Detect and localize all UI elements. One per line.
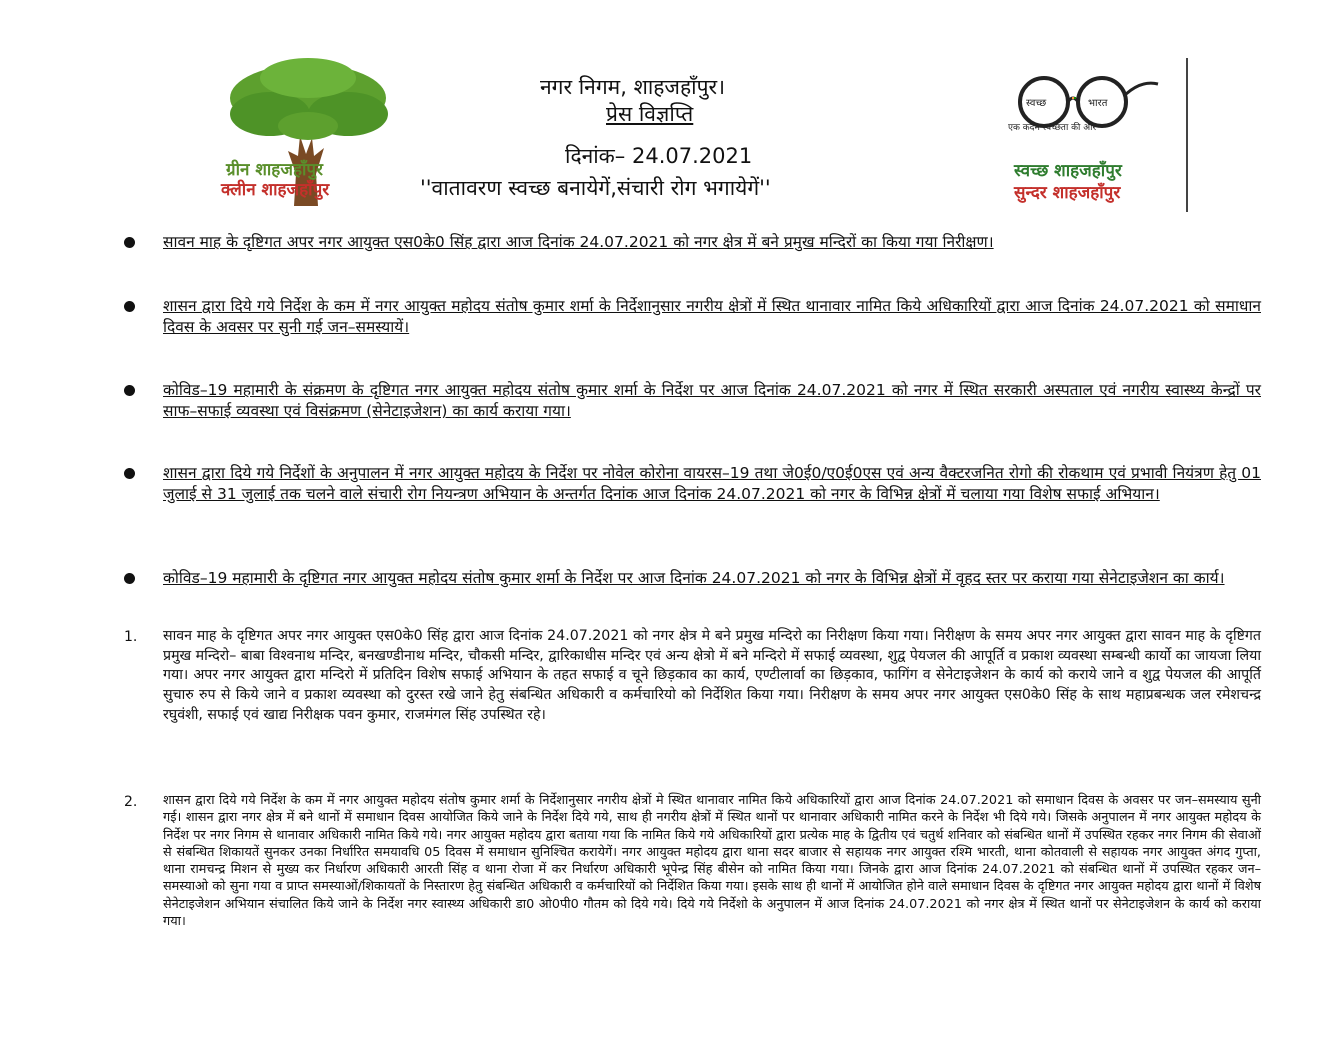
press-release-heading: प्रेस विज्ञप्ति bbox=[606, 102, 694, 126]
logo-swachh-text: स्वच्छ bbox=[1026, 98, 1047, 109]
bullet-item-3: कोविड–19 महामारी के संक्रमण के दृष्टिगत नगर आयुक्त महोदय संतोष कुमार शर्मा के निर्देश पर आज दिनांक 24.07.2021 को नगर में स्थित सरकारी अस्पताल एवं नगरीय स्वास्थ्य केन्द्रों पर साफ–सफाई व्यवस्था एवं विसंक्रमण (सेनेटाइजेशन) का कार्य कराया गया। bbox=[163, 381, 1261, 420]
paragraph-number-1: 1. bbox=[124, 629, 138, 645]
header-divider bbox=[1186, 58, 1188, 212]
release-date: दिनांक– 24.07.2021 bbox=[565, 144, 753, 168]
logo-bharat-text: भारत bbox=[1088, 98, 1108, 109]
bullet-dot-icon bbox=[124, 573, 135, 584]
bullet-item-1: सावन माह के दृष्टिगत अपर नगर आयुक्त एस0के0 सिंह द्वारा आज दिनांक 24.07.2021 को नगर क्षेत्र में बने प्रमुख मन्दिरों का किया गया निरीक्षण। bbox=[163, 233, 994, 251]
logo-left-line1: ग्रीन शाहजहाँपुर bbox=[226, 160, 323, 180]
logo-right-line2: सुन्दर शाहजहाँपुर bbox=[1014, 183, 1121, 203]
paragraph-2: शासन द्वारा दिये गये निर्देश के कम में नगर आयुक्त महोदय संतोष कुमार शर्मा के निर्देशानुसार नगरीय क्षेत्रों मे स्थित थानावार नामित किये अधिकारियों द्वारा आज दिनांक 24.07.2021 को समाधान दिवस के अवसर पर जन–समस्याय सुनी गई। शासन द्वारा नगर क्षेत्र में बने थानों में समाधान दिवस आयोजित किये जाने के निर्देश दिये गये, साथ ही नगरीय क्षेत्रों में स्थित थानों पर थानावार अधिकारी नामित करने के निर्देश भी दिये गये। जिसके अनुपालन में नगर आयुक्त महोदय के निर्देश पर नगर निगम से थानावार अधिकारी नामित किये गये। नगर आयुक्त महोदय द्वारा बताया गया कि नामित किये गये अधिकारियों द्वारा प्रत्येक माह के द्वितीय एवं चतुर्थ शनिवार को संबन्धित थानों में उपस्थित रहकर नगर निगम की सेवाओं से संबन्धित शिकायतें सुनकर उनका निर्धारित समयावधि 05 दिवस में समाधान सुनिश्चित करायेगें। नगर आयुक्त महोदय द्वारा थाना सदर बाजार से सहायक नगर आयुक्त रश्मि भारती, थाना कोतवाली से सहायक नगर आयुक्त अंगद गुप्ता, थाना रामचन्द्र मिशन से मुख्य कर निर्धारण अधिकारी आरती सिंह व थाना रोजा में कर निर्धारण अधिकारी भूपेन्द्र सिंह बीसेन को नामित किया गया। जिनके द्वारा आज दिनांक 24.07.2021 को संबन्धित थानों में उपस्थित रहकर जन–समस्याओ को सुना गया व प्राप्त समस्याओं/शिकायतों के निस्तारण हेतु संबन्धित अधिकारी व कर्मचारियों को निर्देशित किया गया। इसके साथ ही थानों में आयोजित होने वाले समाधान दिवस के दृष्टिगत नगर आयुक्त महोदय द्वारा थानों में विशेष सेनेटाइजेशन अभियान संचालित किये जाने के निर्देश नगर स्वास्थ्य अधिकारी डा0 ओ0पी0 गौतम को दिये गये। दिये गये निर्देशो के अनुपालन में आज दिनांक 24.07.2021 को नगर क्षेत्र में स्थित थानों पर सेनेटाइजेशन के कार्य को कराया गया। bbox=[163, 793, 1261, 930]
page-title: नगर निगम, शाहजहाँपुर। bbox=[540, 75, 726, 99]
paragraph-1: सावन माह के दृष्टिगत अपर नगर आयुक्त एस0के0 सिंह द्वारा आज दिनांक 24.07.2021 को नगर क्षेत्र मे बने प्रमुख मन्दिरो का निरीक्षण किया गया। निरीक्षण के समय अपर नगर आयुक्त द्वारा सावन माह के दृष्टिगत प्रमुख मन्दिरो– बाबा विश्वनाथ मन्दिर, बनखण्डीनाथ मन्दिर, चौकसी मन्दिर, द्वारिकाधीस मन्दिर एवं अन्य क्षेत्रो में बने मन्दिरो में सफाई व्यवस्था, शुद्व पेयजल की आपूर्ति व प्रकाश व्यवस्था सम्बन्धी कार्यो का जायजा लिया गया। अपर नगर आयुक्त द्वारा मन्दिरो में प्रतिदिन विशेष सफाई अभियान के तहत सफाई व चूने छिड़काव का कार्य, एण्टीलार्वा का छिड़काव, फागिंग व सेनेटाइजेशन के कार्य को कराये जाने व शुद्व पेयजल की आपूर्ति सुचारु रुप से किये जाने व प्रकाश व्यवस्था को दुरस्त रखे जाने हेतु संबन्धित अधिकारी व कर्मचारियो को निर्देशित किया गया। निरीक्षण के समय अपर नगर आयुक्त एस0के0 सिंह के साथ महाप्रबन्धक जल रमेशचन्द्र रघुवंशी, सफाई एवं खाद्य निरीक्षक पवन कुमार, राजमंगल सिंह उपस्थित रहे। bbox=[163, 628, 1261, 723]
bullet-item-2: शासन द्वारा दिये गये निर्देश के कम में नगर आयुक्त महोदय संतोष कुमार शर्मा के निर्देशानुसार नगरीय क्षेत्रों में स्थित थानावार नामित किये अधिकारियों द्वारा आज दिनांक 24.07.2021 को समाधान दिवस के अवसर पर सुनी गई जन–समस्यायें। bbox=[163, 297, 1261, 336]
bullet-dot-icon bbox=[124, 468, 135, 479]
bullet-dot-icon bbox=[124, 385, 135, 396]
paragraph-number-2: 2. bbox=[124, 794, 138, 810]
slogan: ''वातावरण स्वच्छ बनायेगें,संचारी रोग भगायेगें'' bbox=[420, 176, 771, 200]
bullet-item-4: शासन द्वारा दिये गये निर्देशों के अनुपालन में नगर आयुक्त महोदय के निर्देश पर नोवेल कोरोना वायरस–19 तथा जे0ई0/ए0ई0एस एवं अन्य वैक्टरजनित रोगो की रोकथाम एवं प्रभावी नियंत्रण हेतु 01 जुलाई से 31 जुलाई तक चलने वाले संचारी रोग नियन्त्रण अभियान के अन्तर्गत दिनांक आज दिनांक 24.07.2021 को नगर के विभिन्न क्षेत्रों में चलाया गया विशेष सफाई अभियान। bbox=[163, 464, 1261, 503]
logo-right-tagline: एक कदम स्वच्छता की ओर bbox=[1008, 123, 1097, 133]
bullet-dot-icon bbox=[124, 237, 135, 248]
bullet-item-5: कोविड–19 महामारी के दृष्टिगत नगर आयुक्त महोदय संतोष कुमार शर्मा के निर्देश पर आज दिनांक 24.07.2021 को नगर के विभिन्न क्षेत्रों में वृहद स्तर पर कराया गया सेनेटाइजेशन का कार्य। bbox=[163, 569, 1225, 587]
logo-left-line2: क्लीन शाहजहाँपुर bbox=[221, 180, 330, 200]
bullet-dot-icon bbox=[124, 301, 135, 312]
logo-right-line1: स्वच्छ शाहजहाँपुर bbox=[1014, 161, 1122, 181]
